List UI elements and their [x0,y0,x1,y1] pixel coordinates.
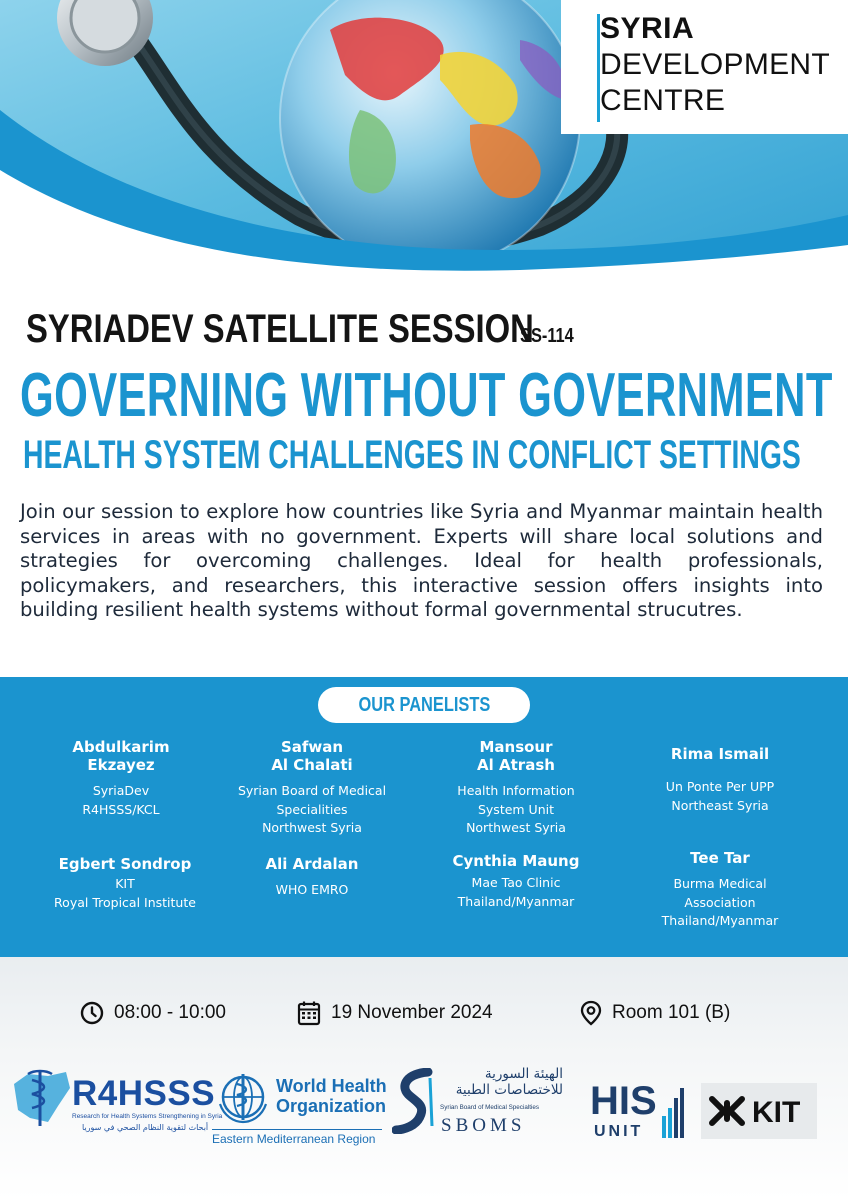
session-code: SS-114 [520,325,574,347]
panelist-name: Tee Tar [690,849,750,867]
panelist-name: Ali Ardalan [265,855,359,873]
sboms-abbreviation: SBOMS [441,1115,526,1136]
clock-icon [80,1001,104,1025]
event-date-text: 19 November 2024 [331,1002,493,1023]
his-unit-logo [588,1078,686,1140]
logo-line-syria: SYRIA [600,12,695,45]
sboms-english-name: Syrian Board of Medical Specialties [440,1104,540,1111]
kit-logo-text: KIT [752,1096,801,1129]
panelist-name: Cynthia Maung [452,852,580,870]
sboms-emblem [392,1068,436,1134]
panelist-name: Rima Ismail [670,745,770,763]
panelist-affiliation: Mae Tao Clinic Thailand/Myanmar [457,875,575,909]
logo-line-centre: CENTRE [600,84,726,117]
r4hsss-tagline-arabic: أبحاث لتقوية النظام الصحي في سوريا [82,1123,209,1132]
event-room [580,1000,730,1026]
panelists-section [0,677,848,957]
unit-logo-text: UNIT [594,1123,644,1140]
panelist-card [620,849,820,931]
panelist-affiliation: KIT Royal Tropical Institute [54,876,196,910]
panelist-card [416,738,616,838]
panelist-name: Safwan Al Chalati [271,738,353,774]
panelist-card [416,852,616,911]
hero-banner [0,0,848,300]
his-logo-text: HIS [590,1079,657,1123]
logo-line-development: DEVELOPMENT [600,48,831,81]
event-date [297,1000,493,1026]
panelist-affiliation: SyriaDev R4HSSS/KCL [82,783,160,817]
sboms-arabic-name: الهيئة السورية للاختصاصات الطبية [455,1066,563,1098]
who-region-text: Eastern Mediterranean Region [212,1129,382,1146]
panelists-heading [318,687,530,723]
r4hsss-tagline: Research for Health Systems Strengthening in Syria [72,1113,223,1120]
kit-emblem [708,1095,746,1127]
session-title: SYRIADEV SATELLITE SESSION [26,307,534,351]
panelist-affiliation: Health Information System Unit Northwest Syria [457,783,575,835]
who-logo-text: World Health Organization [276,1076,387,1116]
calendar-icon [297,1000,321,1026]
event-time [80,1000,226,1026]
syria-development-centre-logo [561,0,848,134]
r4hsss-logo-text: R4HSSS [72,1074,216,1113]
main-title: GOVERNING WITHOUT GOVERNMENT [20,361,833,430]
panelists-heading-text: OUR PANELISTS [358,694,490,716]
event-time-text: 08:00 - 10:00 [114,1002,226,1023]
who-emblem [214,1068,272,1126]
panelist-affiliation: Syrian Board of Medical Specialities Northwest Syria [237,783,387,835]
panelist-card [212,855,412,900]
r4hsss-emblem [8,1066,74,1128]
location-pin-icon [580,1000,602,1026]
panelist-affiliation: WHO EMRO [275,882,349,897]
panelist-card [25,855,225,912]
panelist-card [620,745,820,815]
event-room-text: Room 101 (B) [612,1002,731,1023]
panelist-name: Egbert Sondrop [58,855,192,873]
panelist-name: Mansour Al Atrash [477,738,555,774]
panelist-affiliation: Burma Medical Association Thailand/Myanmar [661,876,779,928]
panelist-card [21,738,221,819]
panelist-card [212,738,412,838]
subtitle: HEALTH SYSTEM CHALLENGES IN CONFLICT SETTINGS [23,433,801,477]
session-description: Join our session to explore how countries like Syria and Myanmar maintain health services in areas with no government. Experts will share local solutions and strategies for overcoming challenges. Ideal for health professionals, policymakers, and researchers, this interactive session offers insights into building resilient health systems without formal governmental strucutres. [20,500,823,622]
panelist-affiliation: Un Ponte Per UPP Northeast Syria [665,779,775,813]
panelist-name: Abdulkarim Ekzayez [72,738,170,774]
